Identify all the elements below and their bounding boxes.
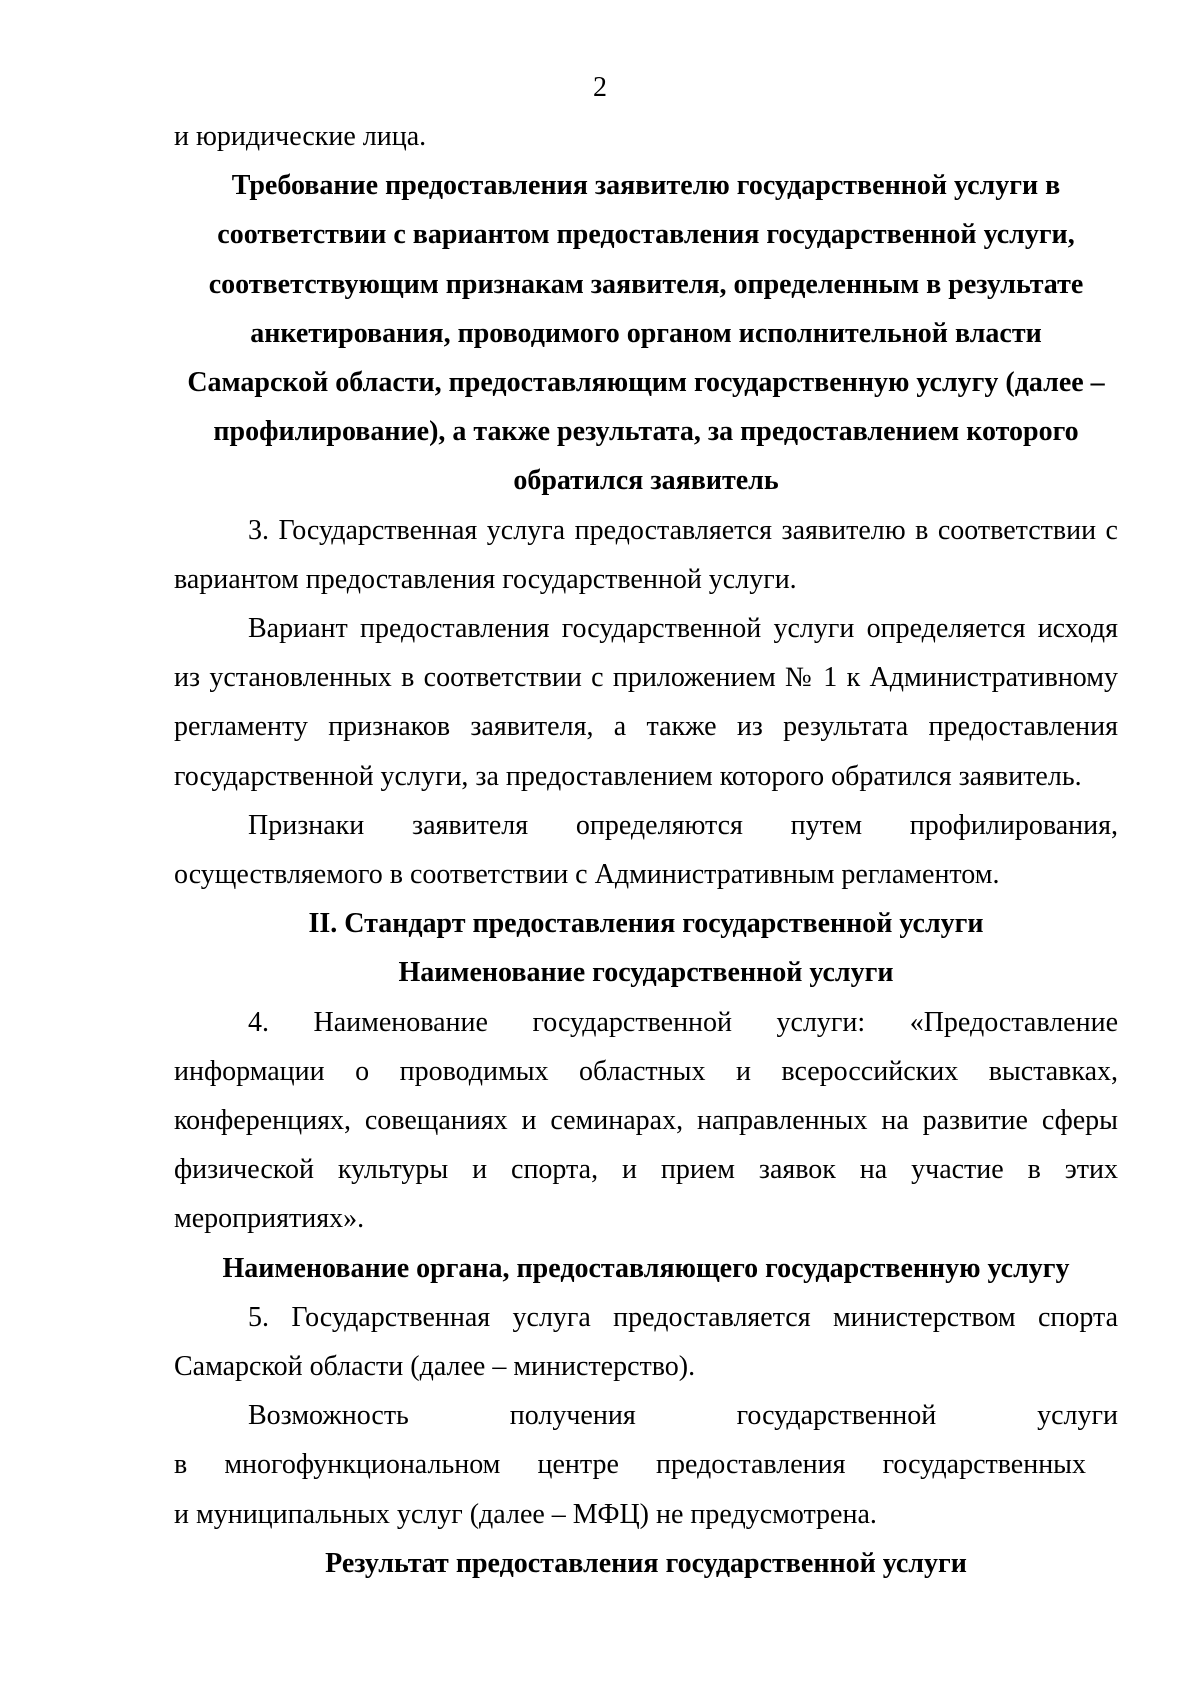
document-body [174,112,1118,1588]
paragraph-variant: Вариант предоставления государственной услуги определяется исходя из установленных в соответствии с приложением № 1 к Административному регламенту признаков заявителя, а также из результата предоставления государственной услуги, за предоставлением которого обратился заявитель. [174,613,1118,792]
heading-line: профилирование), а также результата, за предоставлением которого [213,416,1079,448]
heading-line: Самарской области, предоставляющим государственную услугу (далее – [187,367,1105,399]
heading-line: анкетирования, проводимого органом исполнительной власти [250,317,1042,349]
paragraph-mfc-line-3: и муниципальных услуг (далее – МФЦ) не предусмотрена. [174,1498,877,1530]
page-number: 2 [593,72,607,103]
heading-service-name: Наименование государственной услуги [398,957,894,989]
paragraph-5: 5. Государственная услуга предоставляется министерством спорта Самарской области (далее – министерство). [174,1301,1118,1383]
heading-line: соответствующим признакам заявителя, определенным в результате [208,268,1084,300]
section-2-heading: II. Стандарт предоставления государственной услуги [308,908,984,940]
paragraph-mfc-line-1: Возможность получения государственной услуги [248,1400,1118,1432]
heading-result: Результат предоставления государственной услуги [325,1547,967,1579]
heading-organ: Наименование органа, предоставляющего государственную услугу [222,1252,1070,1284]
heading-line: Требование предоставления заявителю государственной услуги в [231,170,1061,202]
paragraph-priznaki: Признаки заявителя определяются путем профилирования, осуществляемого в соответствии с Административным регламентом. [174,809,1118,891]
heading-line: соответствии с вариантом предоставления государственной услуги, [217,219,1075,251]
paragraph-continuation: и юридические лица. [174,121,427,152]
heading-line: обратился заявитель [513,465,779,497]
paragraph-mfc-line-2: в многофункциональном центре предоставления государственных [174,1449,1086,1481]
paragraph-3: 3. Государственная услуга предоставляется заявителю в соответствии с вариантом предоставления государственной услуги. [174,514,1118,595]
heading-requirement [174,161,1118,505]
paragraph-4: 4. Наименование государственной услуги: «Предоставление информации о проводимых областных и всероссийских выставках, конференциях, совещаниях и семинарах, направленных на развитие сферы физической культуры и спорта, и прием заявок на участие в этих мероприятиях». [174,1006,1118,1235]
